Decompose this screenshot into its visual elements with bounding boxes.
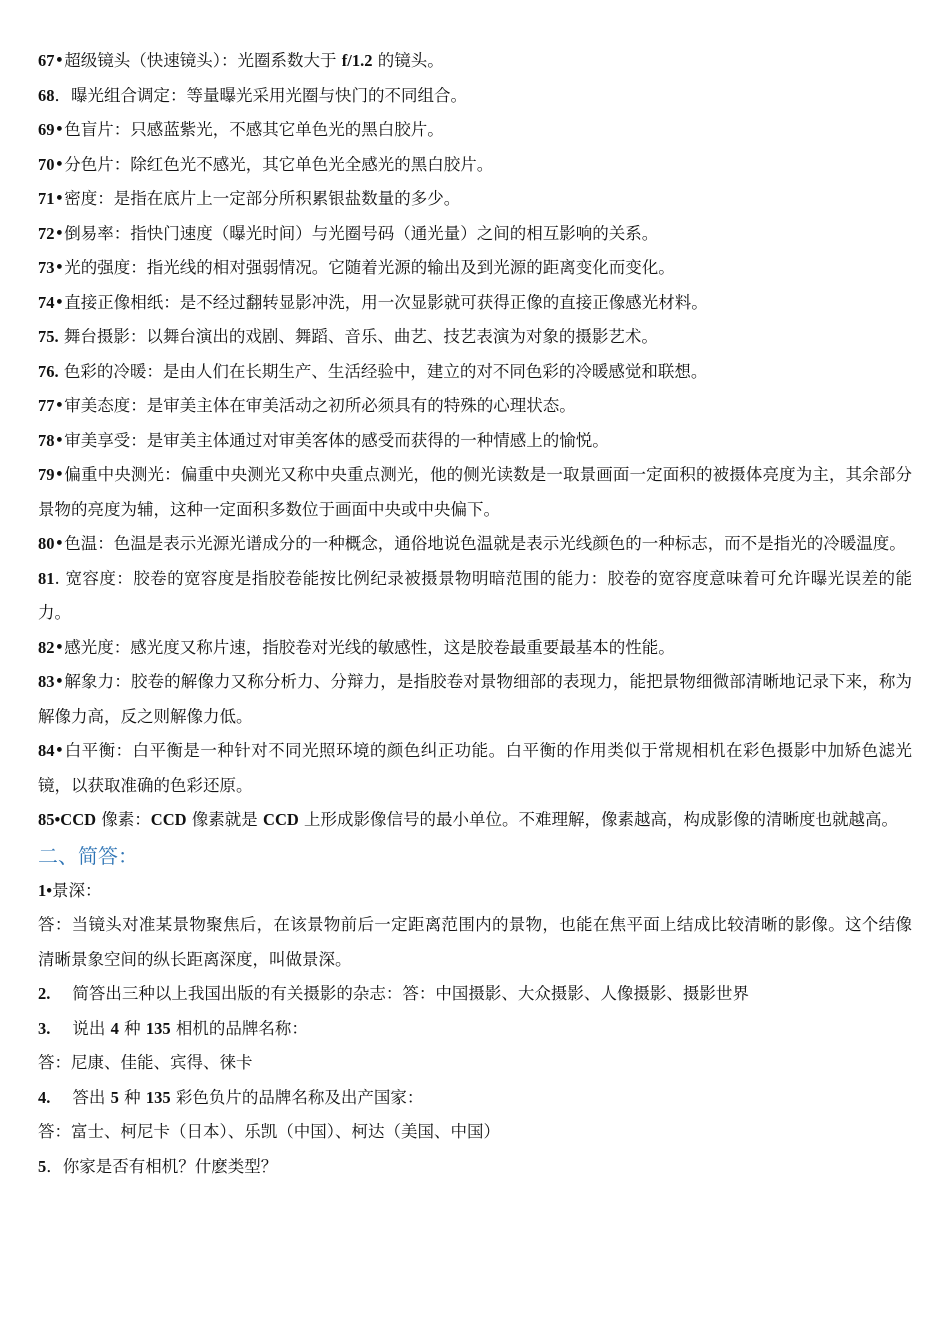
definition-number: 84 [38, 741, 55, 760]
definition-number: 70 [38, 154, 55, 174]
definition-number: 78 [38, 430, 55, 450]
definition-item: 77•审美态度：是审美主体在审美活动之初所必须具有的特殊的心理状态。 [38, 396, 576, 415]
definition-item: 69•色盲片：只感蓝紫光，不感其它单色光的黑白胶片。 [38, 120, 444, 139]
section-heading-short-answer: 二、简答： [38, 843, 138, 868]
definition-number: 71 [38, 189, 55, 208]
definition-number: 67 [38, 51, 55, 70]
definition-text: 审美态度：是审美主体在审美活动之初所必须具有的特殊的心理状态。 [64, 396, 576, 415]
definition-text: 宽容度：胶卷的宽容度是指胶卷能按比例纪录被摄景物明暗范围的能力：胶卷的宽容度意味着可允许曝光误差的能力。 [38, 568, 912, 622]
question-4: 4. 答出 5 种 135 彩色负片的品牌名称及出产国家： [38, 1087, 424, 1107]
definition-text: 光的强度：指光线的相对强弱情况。它随着光源的输出及到光源的距离变化而变化。 [64, 258, 675, 277]
definition-item: 83•解象力：胶卷的解像力又称分析力、分辩力，是指胶卷对景物细部的表现力，能把景物细微部清晰地记录下来，称为解像力高，反之则解像力低。 [38, 672, 912, 726]
answer-1: 答：当镜头对准某景物聚焦后，在该景物前后一定距离范围内的景物，也能在焦平面上结成比较清晰的影像。这个结像清晰景象空间的纵长距离深度，叫做景深。 [38, 915, 912, 969]
definition-item: 68．曝光组合调定：等量曝光采用光圈与快门的不同组合。 [38, 85, 467, 105]
definition-text: 色彩的冷暖：是由人们在长期生产、生活经验中，建立的对不同色彩的冷暖感觉和联想。 [63, 361, 708, 381]
definition-item: 82•感光度：感光度又称片速，指胶卷对光线的敏感性，这是胶卷最重要最基本的性能。 [38, 637, 675, 657]
definition-text: 曝光组合调定：等量曝光采用光圈与快门的不同组合。 [71, 85, 467, 105]
definition-number: 72 [38, 223, 55, 243]
definition-item: 70•分色片：除红色光不感光，其它单色光全感光的黑白胶片。 [38, 154, 494, 174]
definition-item: 81. 宽容度：胶卷的宽容度是指胶卷能按比例纪录被摄景物明暗范围的能力：胶卷的宽容度意味着可允许曝光误差的能力。 [38, 568, 912, 622]
definition-item: 71•密度：是指在底片上一定部分所积累银盐数量的多少。 [38, 189, 461, 208]
question-3: 3. 说出 4 种 135 相机的品牌名称： [38, 1018, 308, 1038]
definition-number: 82 [38, 637, 55, 657]
definition-number: 81 [38, 568, 55, 588]
definition-item [38, 355, 912, 390]
document-page [38, 44, 912, 1184]
definition-text: 解象力：胶卷的解像力又称分析力、分辩力，是指胶卷对景物细部的表现力，能把景物细微部清晰地记录下来，称为解像力高，反之则解像力低。 [38, 672, 912, 726]
definition-text: 倒易率：指快门速度（曝光时间）与光圈号码（通光量）之间的相互影响的关系。 [64, 223, 659, 243]
definition-item: 78•审美享受：是审美主体通过对审美客体的感受而获得的一种情感上的愉悦。 [38, 430, 609, 450]
definition-number: 80 [38, 534, 55, 553]
definition-text: 白平衡：白平衡是一种针对不同光照环境的颜色纠正功能。白平衡的作用类似于常规相机在彩色摄影中加矫色滤光镜，以获取准确的色彩还原。 [38, 741, 912, 795]
definition-text: 分色片：除红色光不感光，其它单色光全感光的黑白胶片。 [64, 154, 494, 174]
definition-number: 74 [38, 292, 55, 312]
answer-4: 答：富士、柯尼卡（日本）、乐凯（中国）、柯达（美国、中国） [38, 1122, 500, 1141]
definition-text: 直接正像相纸：是不经过翻转显影冲洗，用一次显影就可获得正像的直接正像感光材料。 [64, 292, 708, 312]
definition-list [38, 44, 912, 803]
definition-text: 偏重中央测光：偏重中央测光又称中央重点测光，他的侧光读数是一取景画面一定面积的被摄体亮度为主，其余部分景物的亮度为辅，这种一定面积多数位于画面中央或中央偏下。 [38, 465, 912, 519]
definition-item: 73•光的强度：指光线的相对强弱情况。它随着光源的输出及到光源的距离变化而变化。 [38, 258, 675, 277]
definition-85: 85•CCD 像素：CCD 像素就是 CCD 上形成影像信号的最小单位。不难理解，像素越高，构成影像的清晰度也就越高。 [38, 810, 899, 829]
definition-number: 69 [38, 120, 55, 139]
definition-item: 72•倒易率：指快门速度（曝光时间）与光圈号码（通光量）之间的相互影响的关系。 [38, 223, 659, 243]
definition-item: 74•直接正像相纸：是不经过翻转显影冲洗，用一次显影就可获得正像的直接正像感光材料。 [38, 292, 708, 312]
definition-text: 超级镜头（快速镜头）：光圈系数大于 [64, 51, 342, 70]
definition-number: 76. [38, 361, 59, 381]
question-2: 2. 简答出三种以上我国出版的有关摄影的杂志：答：中国摄影、大众摄影、人像摄影、摄影世界 [38, 984, 749, 1003]
definition-number: 79 [38, 465, 55, 484]
definition-text: 色温：色温是表示光源光谱成分的一种概念，通俗地说色温就是表示光线颜色的一种标志，而不是指光的冷暖温度。 [64, 534, 906, 553]
definition-number: 83 [38, 672, 55, 691]
definition-text: 审美享受：是审美主体通过对审美客体的感受而获得的一种情感上的愉悦。 [64, 430, 609, 450]
definition-text: 舞台摄影：以舞台演出的戏剧、舞蹈、音乐、曲艺、技艺表演为对象的摄影艺术。 [63, 327, 658, 346]
answer-3: 答：尼康、佳能、宾得、徕卡 [38, 1053, 253, 1072]
definition-item: 80•色温：色温是表示光源光谱成分的一种概念，通俗地说色温就是表示光线颜色的一种标志，而不是指光的冷暖温度。 [38, 534, 906, 553]
term-ccd: CCD [60, 810, 97, 829]
definition-number: 73 [38, 258, 55, 277]
definition-number: 85 [38, 810, 55, 829]
definition-item: 79•偏重中央测光：偏重中央测光又称中央重点测光，他的侧光读数是一取景画面一定面积的被摄体亮度为主，其余部分景物的亮度为辅，这种一定面积多数位于画面中央或中央偏下。 [38, 465, 912, 519]
definition-number: 68 [38, 85, 55, 105]
definition-number: 75. [38, 327, 59, 346]
definition-item: 67•超级镜头（快速镜头）：光圈系数大于 f/1.2 的镜头。 [38, 51, 444, 70]
definition-text: 色盲片：只感蓝紫光，不感其它单色光的黑白胶片。 [64, 120, 444, 139]
definition-item [38, 320, 912, 355]
definition-number: 77 [38, 396, 55, 415]
question-5: 5．你家是否有相机？什麽类型？ [38, 1156, 278, 1176]
question-1: 1•景深： [38, 880, 102, 900]
definition-text: 密度：是指在底片上一定部分所积累银盐数量的多少。 [64, 189, 461, 208]
definition-text: 感光度：感光度又称片速，指胶卷对光线的敏感性，这是胶卷最重要最基本的性能。 [64, 637, 675, 657]
definition-item: 84•白平衡：白平衡是一种针对不同光照环境的颜色纠正功能。白平衡的作用类似于常规相机在彩色摄影中加矫色滤光镜，以获取准确的色彩还原。 [38, 741, 912, 795]
